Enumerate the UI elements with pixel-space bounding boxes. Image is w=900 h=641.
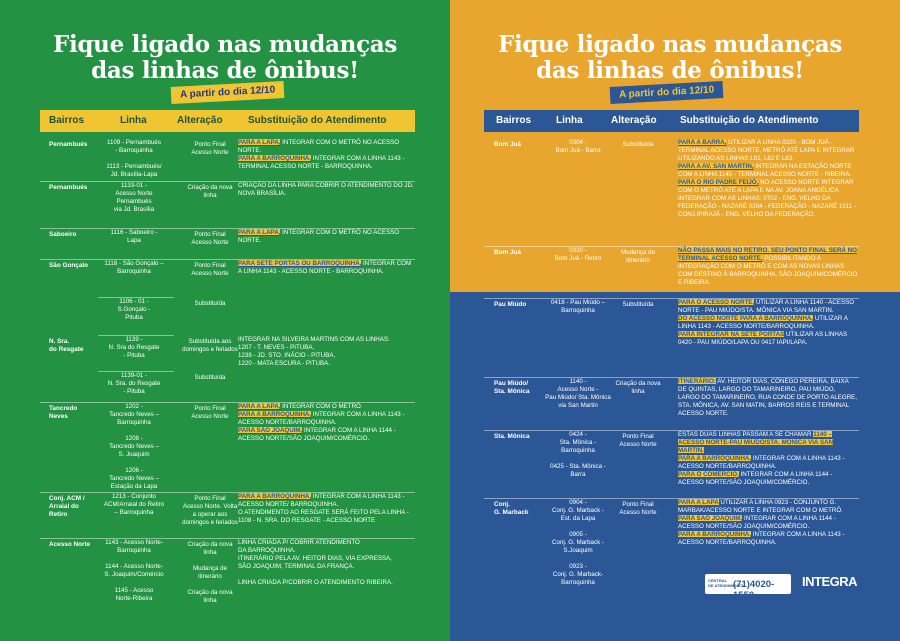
highlight-text: PARA A BARROQUINHA, — [238, 411, 312, 418]
body-text: INTEGRAR COM O METRÔ NO ACESSO NORTE. — [238, 139, 400, 154]
row-linha: 1139 - N. Sra do Resgate - Pituba — [108, 336, 160, 359]
row-linha: 1116 - Saboeiro - Lapa — [110, 229, 158, 244]
row-bairro: Bom Juá — [494, 141, 521, 148]
row-substituicao — [238, 539, 414, 587]
body-text: INTEGRAR COM A LINHA 1144 - ACESSO NORTE/SÃO JOAQUIM/COMÉRCIO. — [238, 427, 396, 442]
row-alteracao: Substituída — [622, 301, 654, 308]
table-row — [484, 430, 859, 498]
highlight-text: PARA A AV. SAN MARTIN, — [678, 163, 754, 170]
body-text: CRIAÇÃO DA LINHA PARA COBRIR O ATENDIMENTO DO JD. NOVA BRASÍLIA. — [238, 182, 414, 197]
body-text: INTEGRAR COM A LINHA 1144 - ACESSO NORTE/SÃO JOAQUIM/COMÉRCIO. — [678, 515, 836, 530]
highlight-text: PARA INTEGRAR NA SETE PORTAS — [678, 331, 785, 338]
row-bairro: Pernambués — [49, 141, 88, 148]
table-row — [484, 246, 859, 298]
row-linha: 1118 - São Gonçalo – Barroquinha — [104, 260, 164, 275]
row-bairro: Conj. G. Marback — [494, 501, 529, 516]
highlight-text: PARA O ACESSO NORTE, — [678, 299, 755, 306]
highlight-text: PARA A LAPA, — [238, 229, 281, 236]
table-row — [40, 259, 415, 297]
header-alteracao: Alteração — [611, 115, 657, 126]
contact-label: CENTRAL DE ATENDIMENTO — [708, 578, 744, 588]
body-text: UTILIZAR A LINHA 1143 - ACESSO NORTE/BARROQUINHA. — [678, 315, 848, 330]
integra-logo: INTEGRA — [802, 574, 857, 589]
header-substituicao: Substituição do Atendimento — [248, 115, 387, 126]
row-alteracao: Criação da nova linha Mudança de itinerário Criação da nova linha — [187, 541, 233, 604]
row-substituicao — [238, 182, 414, 198]
header-linha: Linha — [556, 115, 583, 126]
row-bairro: Pau Miúdo — [494, 301, 527, 308]
body-text: INTEGRAR COM A LINHA 1143 - TERMINAL ACESSO NORTE - BARROQUINHA. — [238, 155, 405, 170]
body-text: UTILIZAR A LINHA 1140 - ACESSO NORTE - PAU MIÚDO/STA. MÔNICA VIA SAN MARTIN. — [678, 299, 855, 314]
row-substituicao — [238, 403, 414, 443]
row-linha: 1143 - Acesso Norte- Barroquinha 1144 - Acesso Norte- S. Joaquim/Comércio 1145 - Acesso Norte-Ribeira — [104, 539, 164, 602]
row-bairro: N. Sra. do Resgate — [49, 338, 84, 353]
row-linha: 0904 - Conj. G. Marback - Est. da Lapa 0905 - Conj. G. Marback - S.Joaquim 0923 - Conj. G. Marback- Barroquinha — [552, 499, 604, 586]
body-text: AV. HEITOR DIAS, CÔNEGO PEREIRA, BAIXA DE QUINTAS, LARGO DO TAMARINEIRO, PAU MIÚDO, LARGO DO TAMARINEIRO, RUA CONDE DE PORTO ALEGRE, STA. MÔNICA, AV. SAN MATIN, BARROS REIS E TERMINAL ACESSO NORTE. — [678, 378, 858, 417]
table-row — [484, 138, 859, 246]
highlight-text: PARA O RIO PADRE FEIJÓ, — [678, 179, 759, 186]
table-row — [40, 402, 415, 492]
row-linha: 1133-01 - Acesso Norte Pernambués via Jd. Brasília — [113, 182, 155, 213]
row-substituicao — [238, 260, 414, 276]
row-linha: 1109 - Pernambués - Barroquinha 1113 - Pernambués/ Jd. Brasília-Lapa — [106, 139, 162, 178]
highlight-text: PARA A LAPA, — [238, 139, 281, 146]
row-substituicao — [238, 493, 414, 525]
table-row — [40, 538, 415, 604]
highlight-text: PARA A BARROQUINHA, — [678, 531, 752, 538]
row-alteracao: Mudança de itinerário — [620, 249, 656, 264]
row-alteracao: Ponto Final Acesso Norte — [619, 501, 657, 516]
highlight-text: PARA A BARROQUINHA, — [238, 493, 312, 500]
row-bairro: São Gonçalo — [49, 262, 89, 269]
row-alteracao: Ponto Final Acesso Norte — [191, 405, 229, 420]
highlight-text: PARA SÃO JOAQUIM, — [678, 515, 743, 522]
highlight-text: 1140 – ACESSO NORTE-PAU MIÚDO/STA. MÔNICA VIA SAN MARTIN. — [678, 431, 834, 454]
contact-box — [705, 574, 791, 601]
row-bairro: Pau Miúdo/ Sta. Mônica — [494, 380, 530, 395]
highlight-text: DO ACESSO NORTE PARA A BARROQUINHA, — [678, 315, 814, 322]
row-substituicao — [238, 336, 414, 368]
highlight-text: PARA SETE PORTAS OU BARROQUINHA, — [238, 260, 362, 267]
highlight-text: PARA A LAPA — [678, 499, 719, 506]
highlight-text: ITINERÁRIO: — [678, 378, 716, 385]
right-subtitle: A partir do dia 12/10 — [610, 81, 724, 104]
row-linha: 0418 - Pau Miúdo – Barroquinha — [550, 299, 605, 314]
body-text: UTILIZAR A LINHA 0923 - CONJUNTO G. MARBAK/ACESSO NORTE E INTEGRAR COM O METRÔ. — [678, 499, 843, 514]
row-substituicao — [678, 431, 858, 487]
table-row — [40, 371, 415, 402]
body-text: POSSIBILITANDO A INTEGRAÇÃO COM O METRÔ E COM AS NOVAS LINHAS COM DESTINO À BARROQUINHA, SÃO JOAQUIM/COMÉRCIO E RIBEIRA. — [678, 255, 858, 286]
row-linha: 1106 - 01 - S.Gonçalo - Pituba — [117, 298, 151, 321]
row-bairro: Saboeiro — [49, 231, 77, 238]
row-linha: 0304 - Bom Juá - Barra — [555, 139, 601, 154]
row-substituicao — [238, 229, 414, 245]
row-linha: 1140 - Acesso Norte - Pau Miúdo/ Sta. Mônica via San Martin — [545, 378, 611, 409]
row-alteracao: Criação da nova linha — [615, 380, 661, 395]
row-alteracao: Ponto Final Acesso Norte — [191, 262, 229, 277]
table-row — [40, 297, 415, 335]
row-alteracao: Ponto Final Acesso Norte — [191, 231, 229, 246]
body-text: INTEGRAR NA SILVEIRA MARTINS COM AS LINHAS: 1207 - T. NEVES - PITUBA, 1238 - JD. STO. INÁCIO - PITUBA, 1220 - MATA ESCURA - PITUBA. — [238, 336, 390, 367]
body-text: INTEGRAR NA ESTAÇÃO NORTE COM A LINHA 1145 - TERMINAL ACESSO NORTE - RIBEIRA. — [678, 163, 852, 178]
left-title-line1: Fique ligado nas mudanças — [52, 31, 398, 58]
row-linha: 0424 - Sta. Mônica - Barroquinha 0425 - Sta. Mônica - Barra — [550, 431, 606, 478]
body-text: INTEGRAR COM A LINHA 1143 - ACESSO NORTE/ BARROQUINHA. O ATENDIMENTO AO RESGATE SERÁ FEITO PELA LINHA - 1108 - N. SRA. DO RESGATE - ACESSO NORTE — [238, 493, 409, 524]
body-text: INTEGRAR COM A LINHA 1143 - ACESSO NORTE - BARROQUINHA. — [238, 260, 412, 275]
body-text: INTEGRAR COM A LINHA 1144 - ACESSO NORTE/SÃO JOAQUIM/COMÉRCIO. — [678, 471, 833, 486]
row-linha: 1213 - Conjunto ACM/Arraial do Retiro – Barroquinha — [103, 493, 165, 516]
body-text: UTILIZAR A LINHA 0320 - BOM JUÁ - TERMINAL ACESSO NORTE, METRÔ ATÉ LAPA E INTEGRAR UTILIZANDO AS LINHAS L81, L82 E L83. — [678, 139, 855, 162]
right-title-line1: Fique ligado nas mudanças — [497, 31, 843, 58]
body-text: INTEGRAR COM A LINHA 1143 - ACESSO NORTE/BARROQUINHA. — [238, 411, 405, 426]
table-row — [40, 138, 415, 181]
highlight-text: PARA SÃO JOAQUIM, — [238, 427, 303, 434]
highlight-text: PARA A BARRA, — [678, 139, 727, 146]
highlight-text: PARA A BARROQUINHA, — [238, 155, 312, 162]
highlight-text: PARA O COMÉRCIO, — [678, 471, 739, 478]
row-alteracao: Ponto Final Acesso Norte. Volta a operar aos domingos e feriados — [182, 495, 238, 526]
row-alteracao: Ponto Final Acesso Norte — [191, 141, 229, 156]
header-substituicao: Substituição do Atendimento — [680, 115, 819, 126]
right-table-header — [484, 110, 859, 132]
header-alteracao: Alteração — [177, 115, 223, 126]
body-text: INTEGRAR COM O METRÔ NO ACESSO NORTE. — [238, 229, 400, 244]
highlight-text: PARA A LAPA, — [238, 403, 281, 410]
row-bairro: Conj. ACM / Arraial do Retiro — [49, 495, 85, 518]
table-row — [40, 181, 415, 228]
body-text: INTEGRAR COM A LINHA 1143 - ACESSO NORTE/BARROQUINHA. — [678, 531, 845, 546]
row-bairro: Bom Juá — [494, 249, 521, 256]
right-title — [450, 32, 895, 84]
row-substituicao — [678, 247, 858, 287]
highlight-text: PARA A BARROQUINHA, — [678, 455, 752, 462]
left-subtitle: A partir do dia 12/10 — [171, 81, 285, 104]
row-substituicao — [238, 139, 414, 171]
body-text: INTEGRAR COM A LINHA 1143 - ACESSO NORTE/BARROQUINHA. — [678, 455, 845, 470]
row-bairro: Pernambués — [49, 184, 88, 191]
body-text: ESTAS DUAS LINHAS PASSAM A SE CHAMAR — [678, 431, 814, 438]
row-substituicao — [678, 139, 858, 219]
body-text: INTEGRAR COM O METRÔ. — [280, 403, 363, 410]
header-linha: Linha — [120, 115, 147, 126]
row-substituicao — [678, 299, 858, 347]
row-alteracao: Substituída — [622, 141, 654, 148]
table-row — [484, 377, 859, 430]
row-linha: 0320 - Bom Juá - Retiro — [554, 247, 602, 262]
row-bairro: Sta. Mônica — [494, 433, 530, 440]
header-bairros: Bairros — [496, 115, 532, 126]
row-alteracao: Substituída — [194, 374, 226, 381]
contact-number: (71)4020-1550 — [733, 579, 775, 601]
row-substituicao — [678, 378, 858, 418]
row-linha: 1139-01 - N. Sra. do Resgate - Pituba — [107, 372, 161, 395]
table-row — [40, 335, 415, 371]
row-bairro: Acesso Norte — [49, 541, 91, 548]
body-text: LINHA CRIADA P/ COBRIR ATENDIMENTO DA BARROQUINHA. ITINERÁRIO PELA AV. HEITOR DIAS, VIA EXPRESSA, SÃO JOAQUIM, TERMINAL DA FRANÇA. LINHA CRIADA P/COBRIR O ATENDIMENTO RIBEIRA. — [238, 539, 393, 586]
row-linha: 1202 - Tancredo Neves – Barroquinha 1208 - Tancredo Neves – S. Joaquim 1206 - Tancredo Neves – Estação da Lapa — [109, 403, 159, 490]
row-alteracao: Substituída — [194, 300, 226, 307]
left-title-line2: das linhas de ônibus! — [91, 57, 359, 84]
header-bairros: Bairros — [49, 115, 85, 126]
table-row — [484, 298, 859, 377]
left-title — [0, 32, 450, 84]
left-table-header — [40, 110, 415, 132]
right-title-line2: das linhas de ônibus! — [536, 57, 804, 84]
row-substituicao — [678, 499, 858, 547]
row-alteracao: Criação da nova linha — [187, 184, 233, 199]
body-text: NO ACESSO NORTE INTEGRAR COM O METRÔ ATÉ A LAPA E NA AV. JOANA ANGÉLICA INTEGRAR COM AS LINHAS: 0702 - ENG. VELHO DA FEDERAÇÃO - NAZARÉ 0204 - FEDERAÇÃO - NAZARÉ 1511 - CONJ.IPIRAJÁ - ENG. VELHO DA FEDERAÇÃO. — [678, 179, 856, 218]
row-alteracao: Substituída aos domingos e feriados — [182, 338, 238, 353]
table-row — [40, 228, 415, 259]
row-alteracao: Ponto Final Acesso Norte — [619, 433, 657, 448]
table-row — [40, 492, 415, 538]
row-bairro: Tancredo Neves — [49, 405, 78, 420]
body-text: UTILIZAR AS LINHAS 0420 - PAU MIÚDO/LAPA OU 0417 IAPI/LAPA. — [678, 331, 848, 346]
highlight-text: NÃO PASSA MAIS NO RETIRO. SEU PONTO FINAL SERÁ NO TERMINAL ACESSO NORTE, — [678, 247, 857, 262]
